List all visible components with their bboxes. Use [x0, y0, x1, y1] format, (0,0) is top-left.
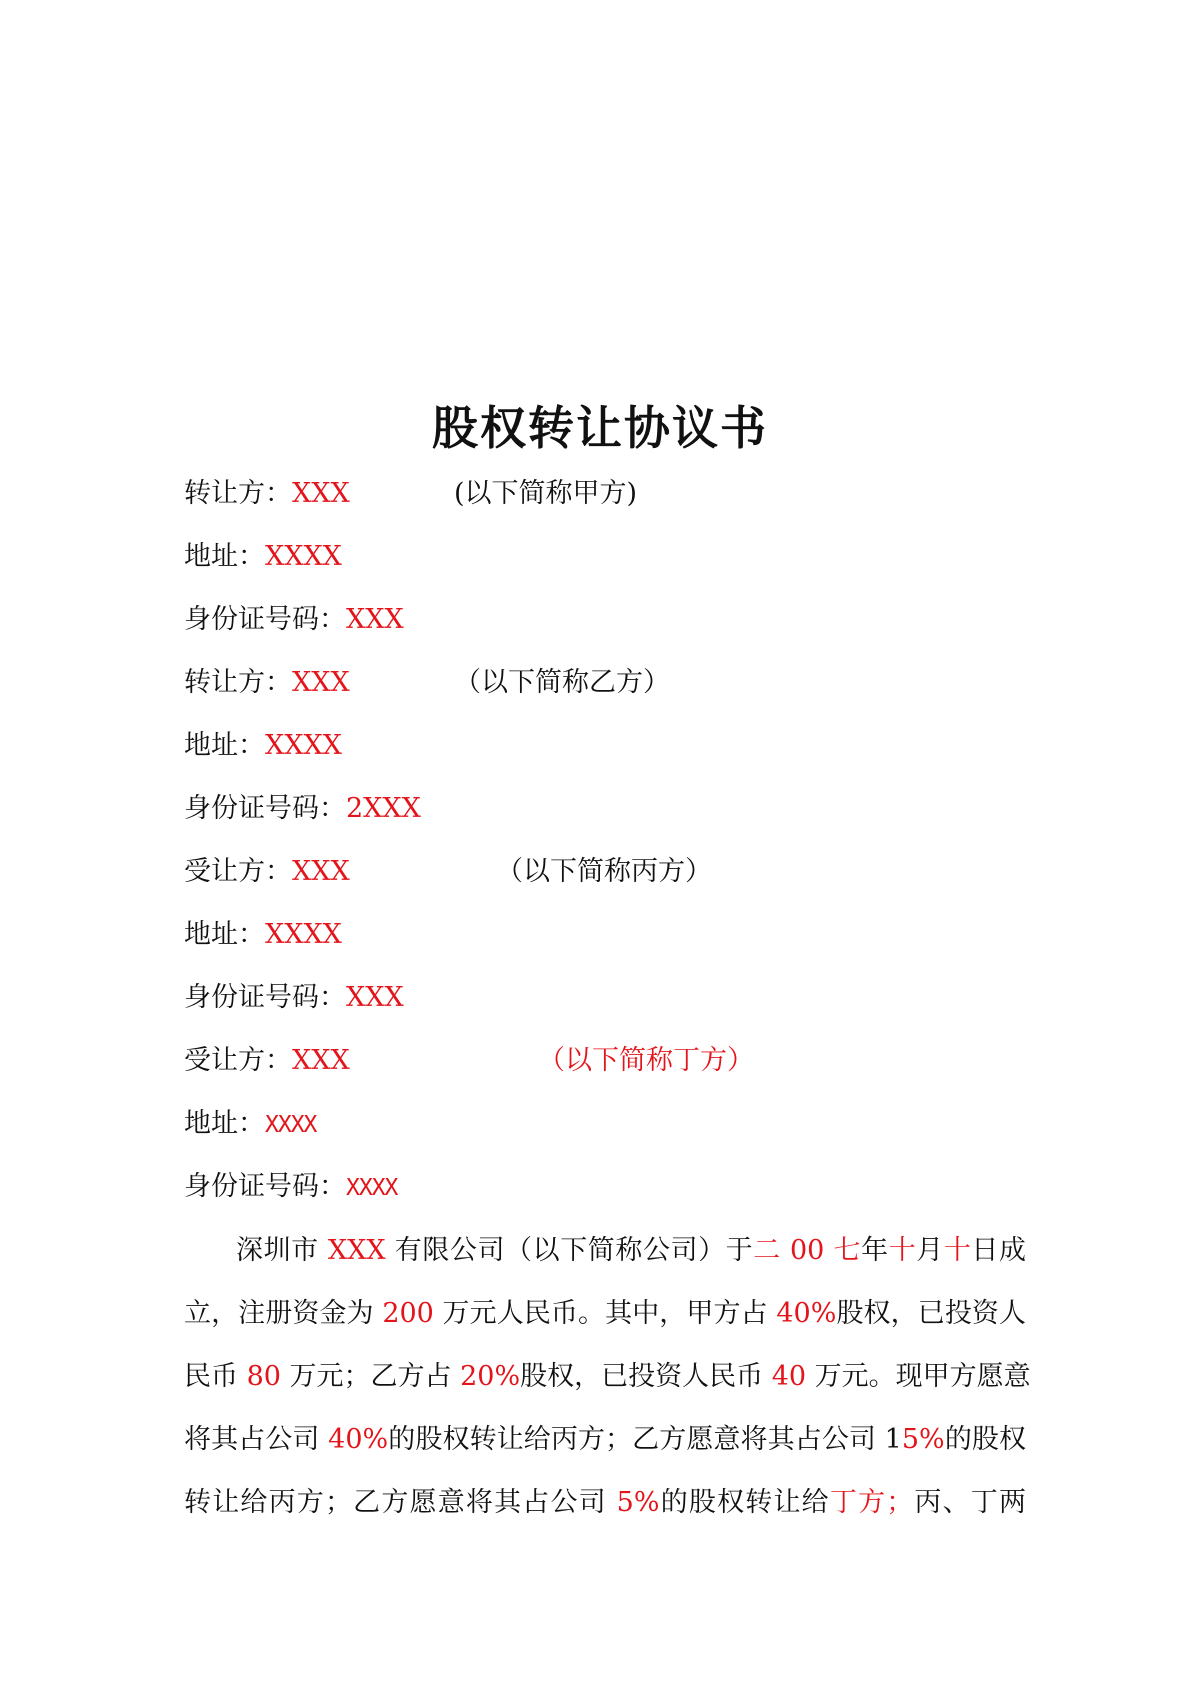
party-3-address: XXXX: [265, 919, 342, 950]
body-line: [236, 1231, 1026, 1271]
highlighted-text: 200: [382, 1298, 434, 1329]
party-4-address-line: [184, 1104, 316, 1145]
party-4-role-line: [184, 1041, 350, 1081]
body-text: 立，注册资金为: [184, 1298, 383, 1329]
body-line: [184, 1420, 1026, 1460]
body-text: 丙、丁两: [913, 1487, 1027, 1518]
body-text: 的股权转让给丙方；乙方愿意将其占公司 1: [388, 1424, 902, 1455]
party-1-id-label: 身份证号码：: [184, 604, 346, 635]
party-2-address-line: [184, 726, 342, 766]
document-title: 股权转让协议书: [432, 401, 768, 455]
highlighted-text: 80: [246, 1361, 281, 1392]
party-1-role-line: [184, 474, 350, 514]
body-text: 月: [916, 1235, 944, 1266]
body-text: 的股权转让给: [659, 1487, 830, 1518]
party-2-name: XXX: [292, 667, 350, 698]
body-text: 日成: [971, 1235, 1026, 1266]
body-line: [184, 1357, 1031, 1397]
party-4-id-line: [184, 1167, 397, 1208]
party-4-id-number: XXXX: [346, 1175, 398, 1201]
party-4-alias: （以下简称丁方）: [538, 1045, 754, 1076]
body-text: 年: [861, 1235, 889, 1266]
highlighted-text: 二 00 七: [753, 1235, 862, 1266]
party-3-role-line: [184, 852, 350, 892]
party-4-id-label: 身份证号码：: [184, 1171, 346, 1202]
highlighted-text: 40%: [328, 1424, 389, 1455]
body-text: 万元人民币。其中，甲方占: [433, 1298, 777, 1329]
party-2-address-label: 地址：: [184, 730, 265, 761]
party-1-alias: (以下简称甲方): [454, 478, 638, 509]
body-text: 转让给丙方；乙方愿意将其占公司: [184, 1487, 617, 1518]
body-text: 有限公司（以下简称公司）于: [385, 1235, 754, 1266]
party-2-role-line: [184, 663, 350, 703]
party-1-address-label: 地址：: [184, 541, 265, 572]
party-1-id-line: [184, 600, 404, 640]
party-3-id-line: [184, 978, 404, 1018]
party-2-id-label: 身份证号码：: [184, 793, 346, 824]
party-3-name: XXX: [292, 856, 350, 887]
party-2-id-number: 2XXX: [346, 793, 421, 824]
party-3-role-label: 受让方：: [184, 856, 292, 887]
party-2-id-line: [184, 789, 421, 829]
highlighted-text: 十: [888, 1235, 917, 1266]
highlighted-text: 丁方；: [829, 1487, 914, 1518]
party-3-address-label: 地址：: [184, 919, 265, 950]
party-4-address-label: 地址：: [184, 1108, 265, 1139]
body-text: 的股权: [944, 1424, 1027, 1455]
highlighted-text: 40%: [776, 1298, 837, 1329]
body-text: 股权，已投资人: [836, 1298, 1027, 1329]
party-3-id-label: 身份证号码：: [184, 982, 346, 1013]
party-4-name: XXX: [292, 1045, 350, 1076]
party-2-role-label: 转让方：: [184, 667, 292, 698]
body-line: [184, 1294, 1026, 1334]
highlighted-text: XXX: [327, 1235, 386, 1266]
party-2-address: XXXX: [265, 730, 342, 761]
party-3-alias: （以下简称丙方）: [496, 856, 712, 887]
highlighted-text: 20%: [460, 1361, 521, 1392]
body-line: [184, 1483, 1026, 1523]
party-1-address-line: [184, 537, 342, 577]
highlighted-text: 40: [771, 1361, 807, 1392]
party-1-role-label: 转让方：: [184, 478, 292, 509]
highlighted-text: 十: [943, 1235, 972, 1266]
body-text: 万元。现甲方愿意: [806, 1361, 1031, 1392]
party-1-address: XXXX: [265, 541, 342, 572]
highlighted-text: 5%: [616, 1487, 660, 1518]
party-1-name: XXX: [292, 478, 350, 509]
party-3-id-number: XXX: [346, 982, 404, 1013]
body-text: 民币: [184, 1361, 247, 1392]
body-text: 深圳市: [236, 1235, 328, 1266]
highlighted-text: 5%: [901, 1424, 945, 1455]
party-4-address: XXXX: [265, 1112, 317, 1138]
body-text: 将其占公司: [184, 1424, 329, 1455]
body-text: 股权，已投资人民币: [520, 1361, 772, 1392]
party-2-alias: （以下简称乙方）: [454, 667, 670, 698]
body-text: 万元；乙方占: [280, 1361, 461, 1392]
party-1-id-number: XXX: [346, 604, 404, 635]
party-4-role-label: 受让方：: [184, 1045, 292, 1076]
party-3-address-line: [184, 915, 342, 955]
